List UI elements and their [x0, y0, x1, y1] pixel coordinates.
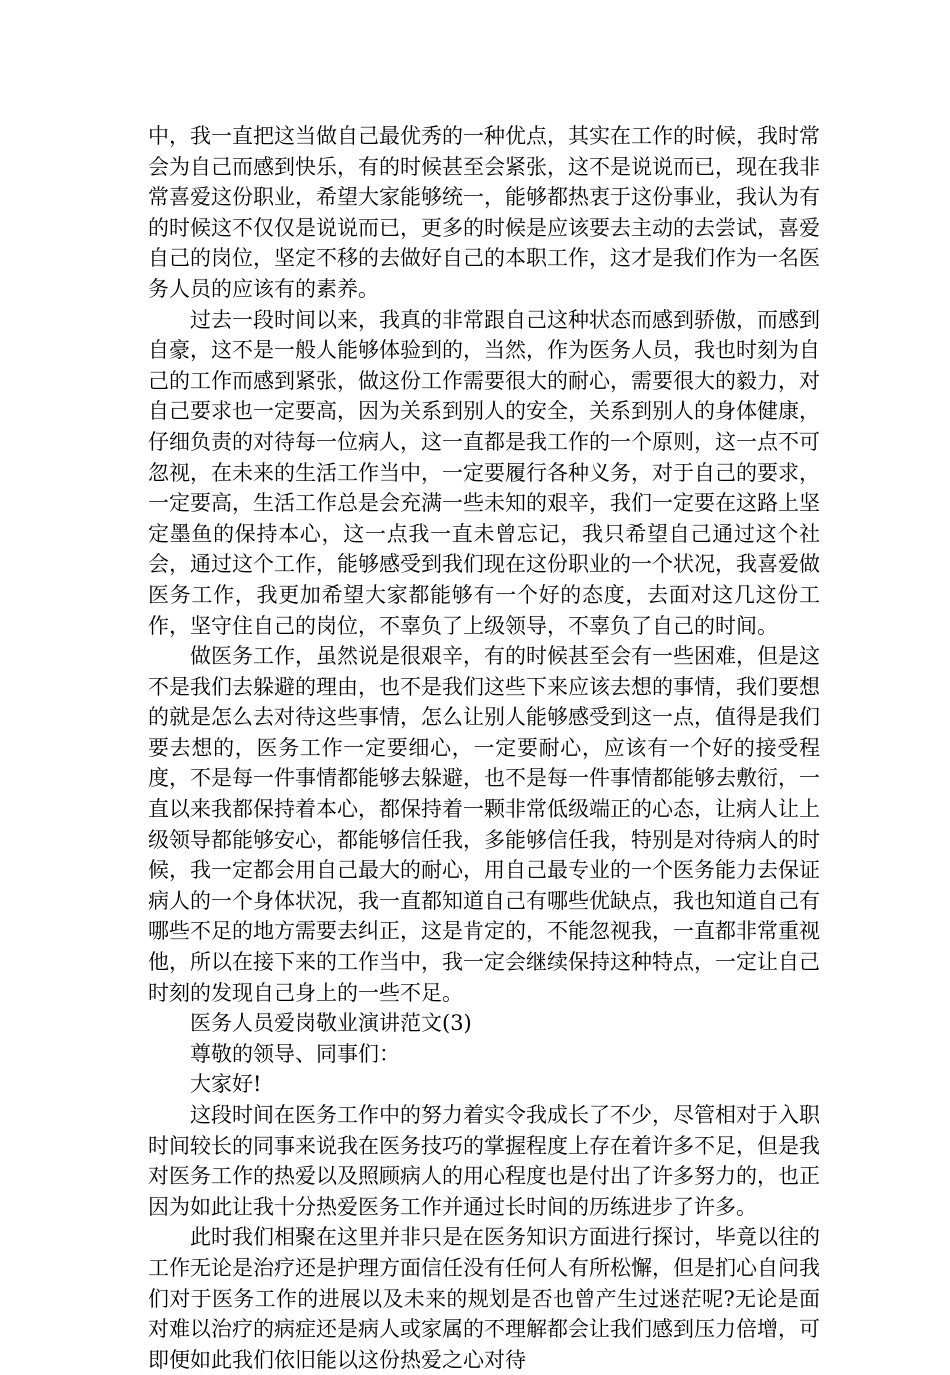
- greeting: 大家好!: [190, 1072, 262, 1097]
- paragraph-continued: 中，我一直把这当做自己最优秀的一种优点，其实在工作的时候，我时常会为自己而感到快乐，有的时候甚至会紧张，这不是说说而已，现在我非常喜爱这份职业，希望大家能够统一，能够都热衷于这份事业，我认为有的时候这不仅仅是说说而已，更多的时候是应该要去主动的去尝试，喜爱自己的岗位，坚定不移的去做好自己的本职工作，这才是我们作为一名医务人员的应该有的素养。: [148, 124, 820, 301]
- salutation: 尊敬的领导、同事们：: [190, 1041, 400, 1066]
- document-body: [148, 121, 820, 1375]
- paragraph: 这段时间在医务工作中的努力着实令我成长了不少，尽管相对于入职时间较长的同事来说我在医务技巧的掌握程度上存在着许多不足，但是我对医务工作的热爱以及照顾病人的用心程度也是付出了许多努力的，也正因为如此让我十分热爱医务工作并通过长时间的历练进步了许多。: [148, 1103, 820, 1219]
- paragraph: 此时我们相聚在这里并非只是在医务知识方面进行探讨，毕竟以往的工作无论是治疗还是护理方面信任没有任何人有所松懈，但是扪心自问我们对于医务工作的进展以及未来的规划是否也曾产生过迷茫呢?无论是面对难以治疗的病症还是病人或家属的不理解都会让我们感到压力倍增，可即便如此我们依旧能以这份热爱之心对待: [148, 1225, 820, 1372]
- section-title: 医务人员爱岗敬业演讲范文(3): [190, 1011, 472, 1036]
- paragraph: 做医务工作，虽然说是很艰辛，有的时候甚至会有一些困难，但是这不是我们去躲避的理由，也不是我们这些下来应该去想的事情，我们要想的就是怎么去对待这些事情，怎么让别人能够感受到这一点，值得是我们要去想的，医务工作一定要细心，一定要耐心，应该有一个好的接受程度，不是每一件事情都能够去躲避，也不是每一件事情都能够去敷衍，一直以来我都保持着本心，都保持着一颗非常低级端正的心态，让病人让上级领导都能够安心，都能够信任我，多能够信任我，特别是对待病人的时候，我一定都会用自己最大的耐心，用自己最专业的一个医务能力去保证病人的一个身体状况，我一直都知道自己有哪些优缺点，我也知道自己有哪些不足的地方需要去纠正，这是肯定的，不能忽视我，一直都非常重视他，所以在接下来的工作当中，我一定会继续保持这种特点，一定让自己时刻的发现自己身上的一些不足。: [148, 644, 820, 1005]
- paragraph: 过去一段时间以来，我真的非常跟自己这种状态而感到骄傲，而感到自豪，这不是一般人能够体验到的，当然，作为医务人员，我也时刻为自己的工作而感到紧张，做这份工作需要很大的耐心，需要很大的毅力，对自己要求也一定要高，因为关系到别人的安全，关系到别人的身体健康，仔细负责的对待每一位病人，这一直都是我工作的一个原则，这一点不可忽视，在未来的生活工作当中，一定要履行各种义务，对于自己的要求，一定要高，生活工作总是会充满一些未知的艰辛，我们一定要在这路上坚定墨鱼的保持本心，这一点我一直未曾忘记，我只希望自己通过这个社会，通过这个工作，能够感受到我们现在这份职业的一个状况，我喜爱做医务工作，我更加希望大家都能够有一个好的态度，去面对这几这份工作，坚守住自己的岗位，不辜负了上级领导，不辜负了自己的时间。: [148, 307, 820, 638]
